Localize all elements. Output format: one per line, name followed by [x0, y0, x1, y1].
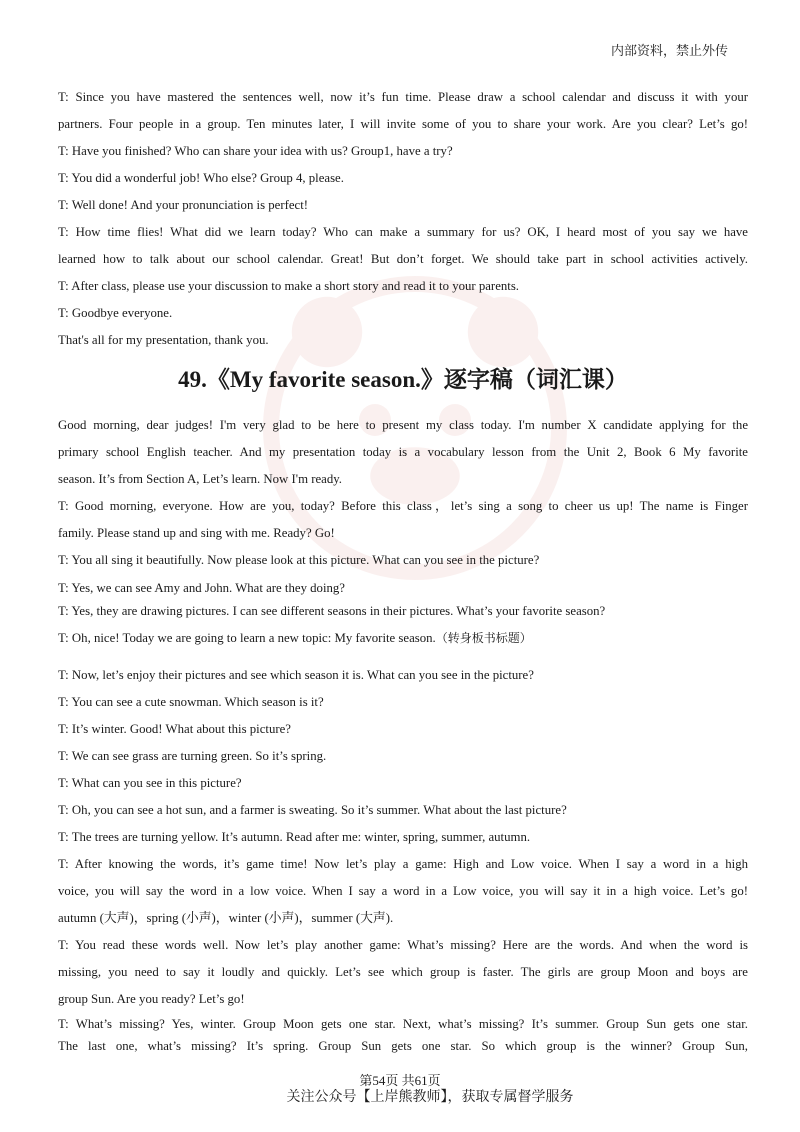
topic-line-en: T: Oh, nice! Today we are going to learn a new topic: My favorite season.: [58, 631, 436, 645]
text-line: Good morning, dear judges! I'm very glad to be here to present my class today. I'm number X candidate applying for the: [58, 418, 748, 432]
text-line: The last one, what’s missing? It’s spring. Group Sun gets one star. So which group is the winner? Group Sun,: [58, 1039, 748, 1053]
text-line: T: Oh, you can see a hot sun, and a farmer is sweating. So it’s summer. What about the last picture?: [58, 803, 567, 817]
text-line: season. It’s from Section A, Let’s learn. Now I'm ready.: [58, 472, 343, 486]
text-line: partners. Four people in a group. Ten minutes later, I will invite some of you to share your work. Are you clear? Let’s go!: [58, 117, 748, 131]
text-line: T: Now, let’s enjoy their pictures and see which season it is. What can you see in the picture?: [58, 668, 534, 682]
text-line: T: Yes, they are drawing pictures. I can see different seasons in their pictures. What’s your favorite season?: [58, 604, 606, 618]
text-line: T: You can see a cute snowman. Which season is it?: [58, 695, 324, 709]
text-line: T: After knowing the words, it’s game time! Now let’s play a game: High and Low voice. When I say a word in a high: [58, 857, 748, 871]
topic-line: [58, 625, 748, 652]
text-line: That's all for my presentation, thank you.: [58, 333, 269, 347]
text-line: voice, you will say the word in a low voice. When I say a word in a Low voice, you will say it in a high voice. Let’s go!: [58, 884, 748, 898]
text-line: T: It’s winter. Good! What about this picture?: [58, 722, 291, 736]
text-line: T: Have you finished? Who can share your idea with us? Group1, have a try?: [58, 144, 453, 158]
text-line: T: The trees are turning yellow. It’s autumn. Read after me: winter, spring, summer, autumn.: [58, 830, 531, 844]
text-line: T: Well done! And your pronunciation is perfect!: [58, 198, 309, 212]
section-title: [58, 364, 748, 396]
text-line: T: After class, please use your discussion to make a short story and read it to your parents.: [58, 279, 520, 293]
section-number: 49.: [178, 367, 207, 392]
text-line: T: You did a wonderful job! Who else? Group 4, please.: [58, 171, 344, 185]
text-line: T: Goodbye everyone.: [58, 306, 173, 320]
document-body: [58, 84, 748, 1057]
section-title-zh: 逐字稿（词汇课）: [443, 367, 628, 393]
text-line: T: Since you have mastered the sentences well, now it’s fun time. Please draw a school calendar and discuss it with your: [58, 90, 748, 104]
confidential-header: 内部资料，禁止外传: [610, 44, 728, 59]
text-line: T: What can you see in this picture?: [58, 776, 242, 790]
topic-line-zh: （转身板书标题）: [435, 631, 532, 645]
text-line: T: Good morning, everyone. How are you, today? Before this class，let’s sing a song to cheer us up! The name is Finger: [58, 499, 748, 513]
text-line: T: How time flies! What did we learn today? Who can make a summary for us? OK, I heard most of you say we have: [58, 225, 748, 239]
footer-promo-text: 关注公众号【上岸熊教师】，获取专属督学服务: [286, 1089, 574, 1105]
text-line: autumn (大声)，spring (小声)，winter (小声)，summer (大声).: [58, 911, 394, 925]
text-line: primary school English teacher. And my presentation today is a vocabulary lesson from the Unit 2, Book 6 My favorite: [58, 445, 748, 459]
text-line: T: You all sing it beautifully. Now please look at this picture. What can you see in the picture?: [58, 553, 540, 567]
text-line: T: Yes, we can see Amy and John. What are they doing?: [58, 581, 345, 595]
text-line: T: You read these words well. Now let’s play another game: What’s missing? Here are the words. And when the word is: [58, 938, 748, 952]
text-line: group Sun. Are you ready? Let’s go!: [58, 992, 245, 1006]
section-title-en: 《My favorite season.》: [206, 367, 444, 392]
text-line: T: What’s missing? Yes, winter. Group Moon gets one star. Next, what’s missing? It’s summer. Group Sun gets one star.: [58, 1017, 748, 1031]
text-line: missing, you need to say it loudly and quickly. Let’s see which group is faster. The girls are group Moon and boys are: [58, 965, 748, 979]
text-line: T: We can see grass are turning green. So it’s spring.: [58, 749, 327, 763]
page-number: 第54页 共61页: [359, 1073, 441, 1088]
spacer: [58, 652, 748, 662]
text-line: family. Please stand up and sing with me. Ready? Go!: [58, 526, 335, 540]
text-line: learned how to talk about our school calendar. Great! But don’t forget. We should take part in school activities actively.: [58, 252, 748, 266]
